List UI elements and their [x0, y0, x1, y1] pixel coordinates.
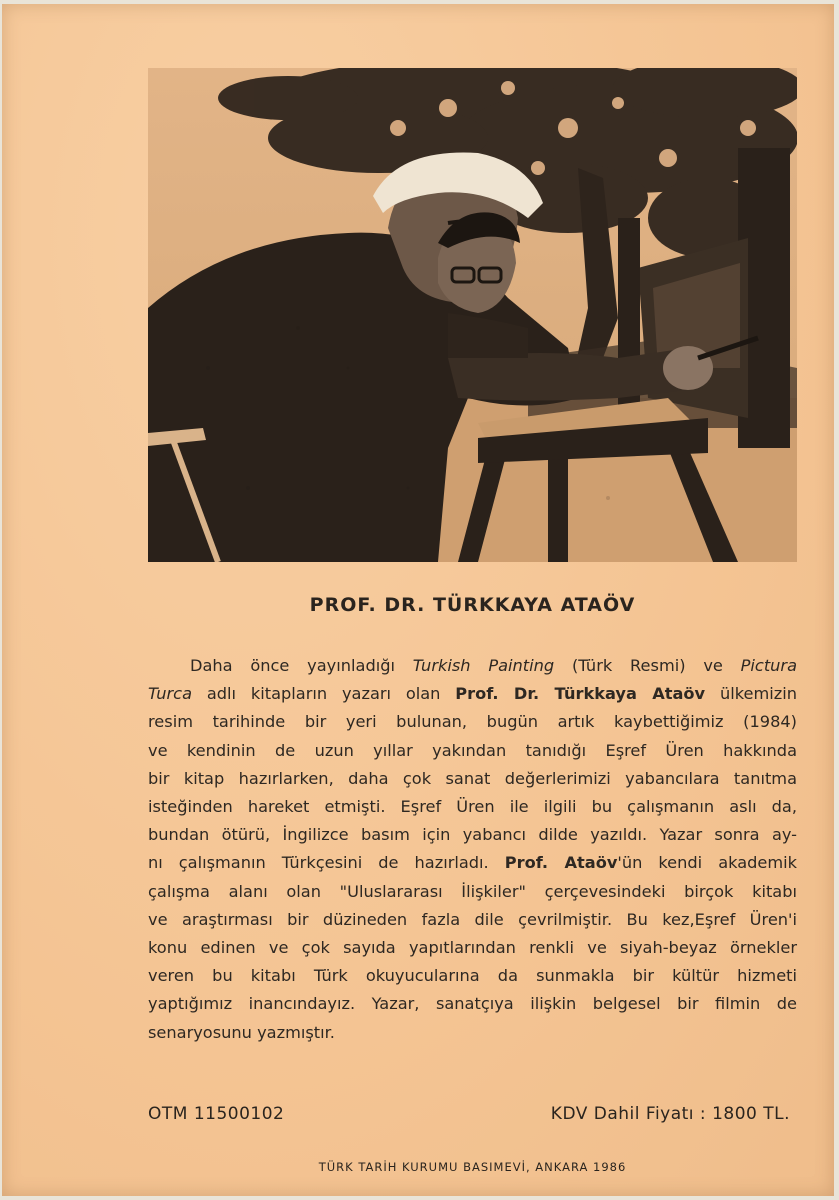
paragraph-line-4: ve kendinin de uzun yıllar yakından tanıdığı Eşref Üren hakkında	[148, 740, 797, 760]
description-paragraph	[148, 652, 797, 1047]
paragraph-line-13: yaptığımız inancındayız. Yazar, sanatçıya ilişkin belgesel bir filmin de	[148, 994, 797, 1014]
paragraph-line-8: nı çalışmanın Türkçesini de hazırladı. Prof. Ataöv'ün kendi akademik	[148, 853, 797, 873]
photo-illustration	[148, 68, 797, 562]
paragraph-line-7: bundan ötürü, İngilizce basım için yabancı dilde yazıldı. Yazar sonra ay-	[148, 825, 797, 845]
paragraph-line-2: Turca adlı kitapların yazarı olan Prof. Dr. Türkkaya Ataöv ülkemizin	[148, 684, 797, 704]
paragraph-line-3: resim tarihinde bir yeri bulunan, bugün artık kaybettiğimiz (1984)	[148, 712, 797, 732]
author-heading: PROF. DR. TÜRKKAYA ATAÖV	[309, 594, 636, 616]
paragraph-line-1: Daha önce yayınladığı Turkish Painting (Türk Resmi) ve Pictura	[190, 656, 798, 675]
paragraph-line-5: bir kitap hazırlarken, daha çok sanat değerlerimizi yabancılara tanıtma	[148, 768, 797, 788]
publisher-imprint: TÜRK TARİH KURUMU BASIMEVİ, ANKARA 1986	[318, 1160, 627, 1174]
paragraph-line-11: konu edinen ve çok sayıda yapıtlarından renkli ve siyah-beyaz örnekler	[148, 938, 797, 958]
paragraph-line-14: senaryosunu yazmıştır.	[148, 1022, 335, 1042]
catalog-code: OTM 11500102	[148, 1104, 285, 1124]
paragraph-line-6: isteğinden hareket etmişti. Eşref Üren ile ilgili bu çalışmanın aslı da,	[148, 797, 797, 817]
paragraph-line-9: çalışma alanı olan "Uluslararası İlişkiler" çerçevesindeki birçok kitabı	[148, 881, 797, 901]
paragraph-line-12: veren bu kitabı Türk okuyucularına da sunmakla bir kültür hizmeti	[148, 966, 797, 986]
book-back-cover	[2, 4, 834, 1196]
author-photo	[148, 68, 797, 562]
paragraph-line-10: ve araştırması bir düzineden fazla dile çevrilmiştir. Bu kez,Eşref Üren'i	[148, 909, 797, 929]
price-label: KDV Dahil Fiyatı : 1800 TL.	[550, 1104, 790, 1124]
